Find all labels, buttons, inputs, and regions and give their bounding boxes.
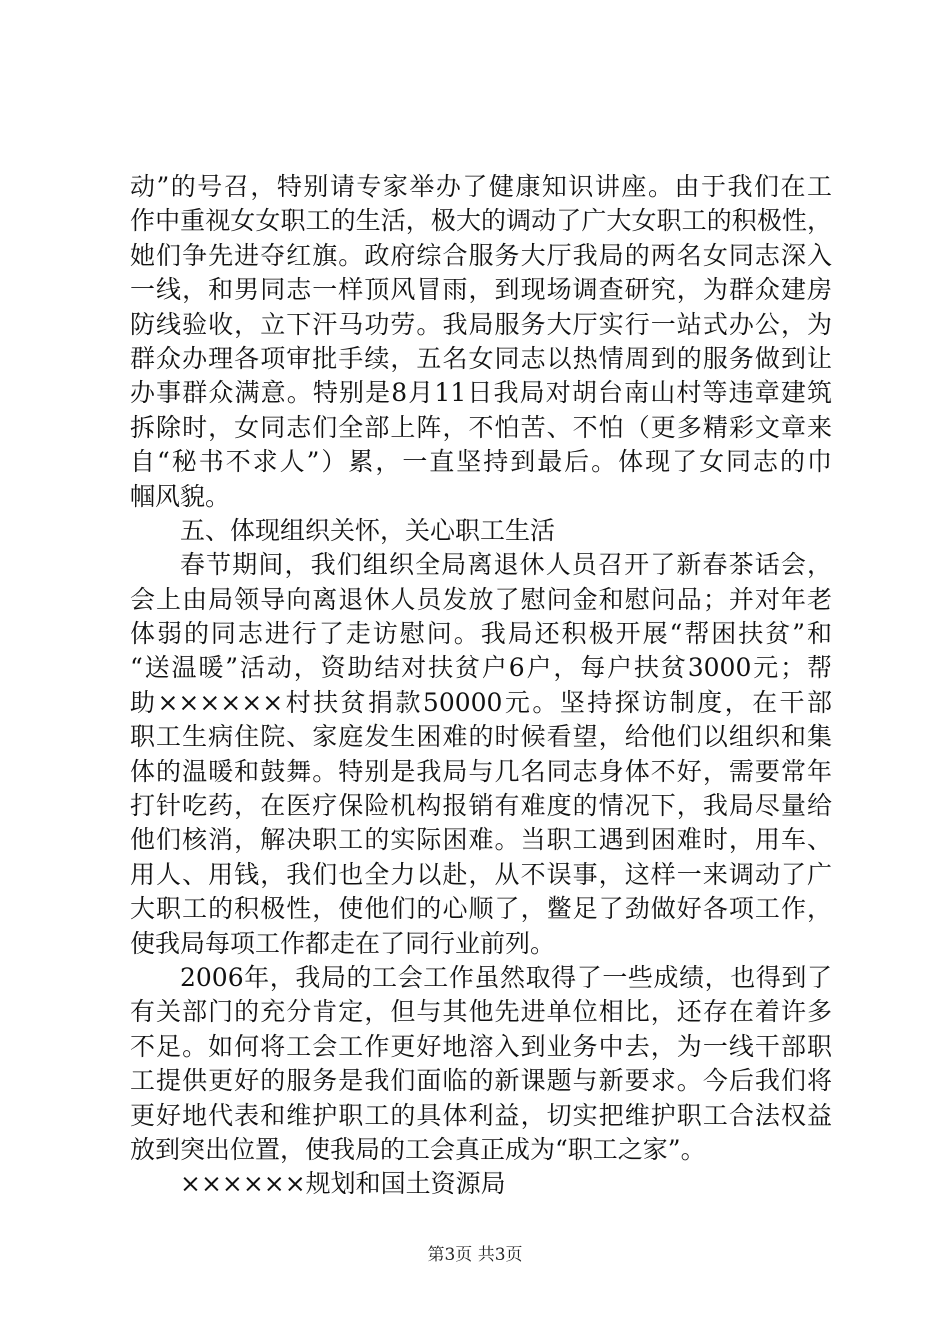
text-line: 用人、用钱，我们也全力以赴，从不误事，这样一来调动了广: [130, 859, 832, 889]
text-line: 自“秘书不求人”）累，一直坚持到最后。体现了女同志的巾: [130, 447, 832, 477]
page-footer: 第3页 共3页: [427, 1245, 523, 1265]
text-line: 动”的号召，特别请专家举办了健康知识讲座。由于我们在工: [130, 172, 832, 201]
body-text: [130, 170, 832, 1202]
text-line: 作中重视女女职工的生活，极大的调动了广大女职工的积极性，: [130, 206, 832, 236]
text-line: 2006年，我局的工会工作虽然取得了一些成绩，也得到了: [180, 962, 832, 992]
text-line: 一线，和男同志一样顶风冒雨，到现场调查研究，为群众建房: [130, 275, 832, 305]
text-line: 工提供更好的服务是我们面临的新课题与新要求。今后我们将: [130, 1066, 832, 1096]
text-line: 群众办理各项审批手续，五名女同志以热情周到的服务做到让: [130, 343, 832, 373]
section-heading: 五、体现组织关怀，关心职工生活: [180, 515, 556, 545]
text-line: 会上由局领导向离退休人员发放了慰问金和慰问品；并对年老: [130, 584, 832, 614]
text-line: 放到突出位置，使我局的工会真正成为“职工之家”。: [130, 1134, 706, 1164]
text-line: 体的温暖和鼓舞。特别是我局与几名同志身体不好，需要常年: [130, 756, 832, 786]
text-line: 不足。如何将工会工作更好地溶入到业务中去，为一线干部职: [130, 1031, 832, 1061]
text-line: 帼风貌。: [130, 481, 231, 511]
text-line: 职工生病住院、家庭发生困难的时候看望，给他们以组织和集: [130, 722, 832, 752]
text-line: 打针吃药，在医疗保险机构报销有难度的情况下，我局尽量给: [130, 791, 832, 821]
text-line: 有关部门的充分肯定，但与其他先进单位相比，还存在着许多: [130, 997, 832, 1027]
text-line: 办事群众满意。特别是8月11日我局对胡台南山村等违章建筑: [130, 378, 832, 408]
text-line: 体弱的同志进行了走访慰问。我局还积极开展“帮困扶贫”和: [130, 619, 832, 649]
text-line: 更好地代表和维护职工的具体利益，切实把维护职工合法权益: [130, 1100, 832, 1130]
text-line: 她们争先进夺红旗。政府综合服务大厅我局的两名女同志深入: [130, 240, 832, 270]
text-line: 大职工的积极性，使他们的心顺了，鳖足了劲做好各项工作，: [130, 894, 832, 924]
text-line: 拆除时，女同志们全部上阵，不怕苦、不怕（更多精彩文章来: [130, 412, 832, 442]
text-line: 春节期间，我们组织全局离退休人员召开了新春茶话会，: [180, 550, 832, 580]
text-line: 防线验收，立下汗马功劳。我局服务大厅实行一站式办公，为: [130, 309, 832, 339]
text-line: 助××××××村扶贫捐款50000元。坚持探访制度，在干部: [130, 687, 832, 717]
signature-line: ××××××规划和国土资源局: [180, 1169, 506, 1199]
text-line: 他们核消，解决职工的实际困难。当职工遇到困难时，用车、: [130, 825, 832, 855]
text-line: 使我局每项工作都走在了同行业前列。: [130, 928, 556, 958]
text-line: “送温暖”活动，资助结对扶贫户6户，每户扶贫3000元；帮: [130, 653, 832, 683]
